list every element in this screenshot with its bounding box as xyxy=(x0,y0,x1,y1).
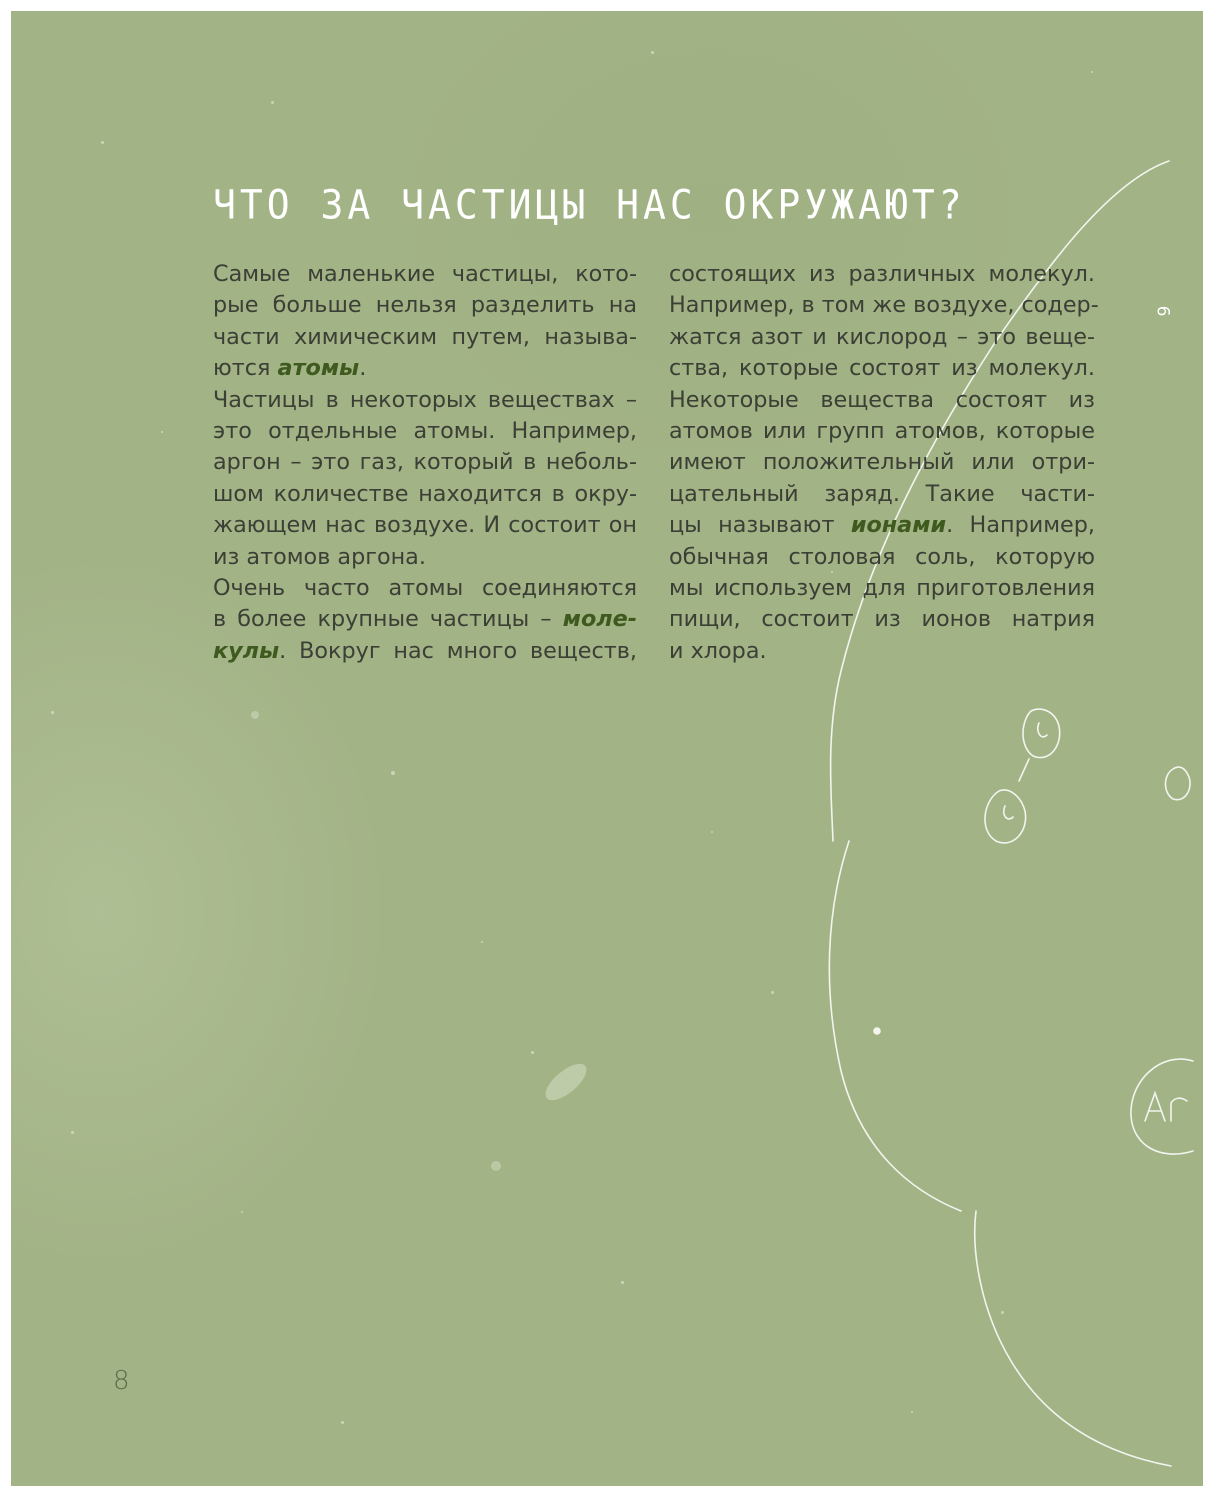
text-line: пищи, состоит из ионов натрия xyxy=(669,606,1095,633)
keyword-atoms: атомы xyxy=(277,355,360,382)
text-line: и хлора. xyxy=(669,637,767,664)
margin-mark: 6 xyxy=(1152,305,1173,317)
keyword-ions: ионами xyxy=(850,512,947,539)
molecule-sketch xyxy=(11,11,1203,1486)
text-line: обычная столовая соль, которую xyxy=(669,543,1095,570)
text-line: аргон – это газ, который в неболь- xyxy=(213,449,637,476)
text-line: Например, в том же воздухе, содер- xyxy=(669,292,1099,319)
text-line: цы называют ионами. Например, xyxy=(669,512,1095,539)
text-line: цательный заряд. Такие части- xyxy=(669,480,1095,507)
text-line: ства, которые состоят из молекул. xyxy=(669,355,1095,382)
text-line: жатся азот и кислород – это веще- xyxy=(669,323,1095,350)
text-line: имеют положительный или отри- xyxy=(669,449,1095,476)
text-line: Частицы в некоторых веществах – xyxy=(213,386,637,413)
text-line: шом количестве находится в окру- xyxy=(213,480,637,507)
book-page xyxy=(11,11,1203,1486)
text-line: Некоторые вещества состоят из xyxy=(669,386,1095,413)
text-line: ются атомы. xyxy=(213,355,367,382)
text-line: атомов или групп атомов, которые xyxy=(669,418,1095,445)
text-line: Самые маленькие частицы, кото- xyxy=(213,261,637,287)
text-line: жающем нас воздухе. И состоит он xyxy=(213,512,637,539)
text-line: части химическим путем, называ- xyxy=(213,323,637,350)
text-column-right xyxy=(669,259,1099,667)
keyword-molecules: моле- xyxy=(562,606,637,633)
text-line: рые больше нельзя разделить на xyxy=(213,292,637,319)
text-line: состоящих из различных молекул. xyxy=(669,261,1095,287)
page-title: ЧТО ЗА ЧАСТИЦЫ НАС ОКРУЖАЮТ? xyxy=(213,181,966,229)
text-line: в более крупные частицы – моле- xyxy=(213,606,637,633)
keyword-molecules-end: кулы xyxy=(213,637,280,664)
text-line: это отдельные атомы. Например, xyxy=(213,418,637,445)
page-number: 8 xyxy=(113,1366,130,1396)
text-column-left xyxy=(213,259,637,667)
text-line: Очень часто атомы соединяются xyxy=(213,575,637,602)
text-line: кулы. Вокруг нас много веществ, xyxy=(213,637,637,664)
text-line: из атомов аргона. xyxy=(213,543,426,570)
text-line: мы используем для приготовления xyxy=(669,575,1095,602)
